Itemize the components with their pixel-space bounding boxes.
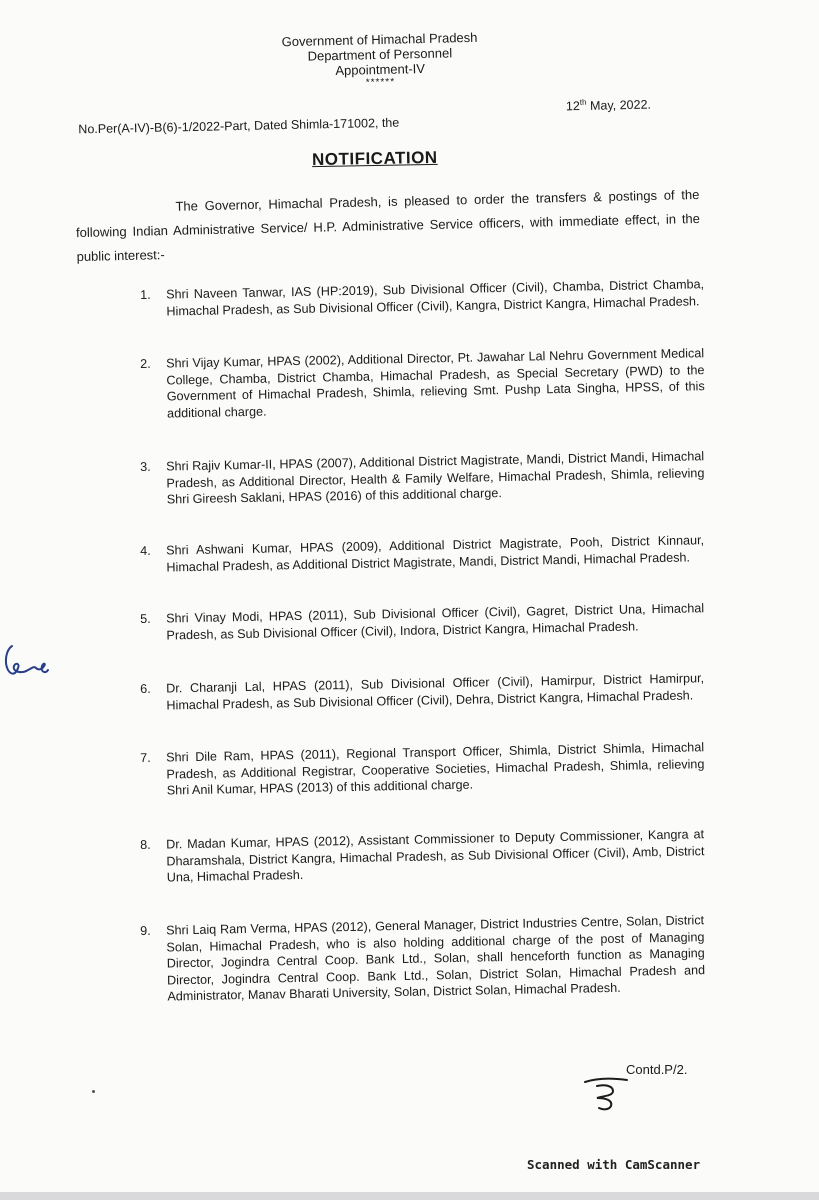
date-rest: May, 2022. [586,97,652,113]
notification-title: NOTIFICATION [311,147,438,170]
continued-note: Contd.P/2. [626,1062,688,1077]
reference-line [78,97,688,137]
item-number: 9. [140,923,151,938]
item-number: 7. [140,750,151,765]
reference-number: No.Per(A-IV)-B(6)-1/2022-Part, Dated Shimla-171002, the [78,115,400,137]
item-text: Shri Dile Ram, HPAS (2011), Regional Transport Officer, Shimla, District Shimla, Himachal Pradesh, as Additional Registrar, Cooperative Societies, Himachal Pradesh, Shimla, relieving Shri Anil Kumar, HPAS (2013) of this additional charge. [166,740,705,798]
header-section: Appointment-IV [335,60,426,79]
header-stars: ****** [365,76,396,89]
header-government: Government of Himachal Pradesh [281,29,478,50]
intro-paragraph: The Governor, Himachal Pradesh, is pleased to order the transfers & postings of the following Indian Administrative Service/ H.P. Administrative Service officers, with immediate effect, in the public interest:- [75,186,701,265]
document-header [249,29,510,92]
item-number: 3. [140,459,151,474]
list-item [140,600,705,644]
item-text: Shri Rajiv Kumar-II, HPAS (2007), Additional District Magistrate, Mandi, District Mandi, Himachal Pradesh, as Additional Director, Health & Family Welfare, Himachal Pradesh, Shimla, relieving Shri Gireesh Saklani, HPAS (2016) of this additional charge. [166,449,705,507]
item-number: 8. [140,837,151,852]
scan-speck [92,1090,95,1093]
item-number: 1. [140,287,151,302]
camscanner-watermark: Scanned with CamScanner [527,1157,701,1172]
list-item [140,345,705,422]
header-department: Department of Personnel [307,45,453,64]
list-item [140,739,705,799]
item-text: Shri Ashwani Kumar, HPAS (2009), Additional District Magistrate, Pooh, District Kinnaur, Himachal Pradesh, as Additional District Magistrate, Mandi, District Mandi, Himachal Pradesh. [166,533,705,574]
handwritten-initials-bottom [583,1072,633,1112]
list-item [140,448,705,508]
item-number: 5. [140,611,151,626]
item-text: Shri Vijay Kumar, HPAS (2002), Additional Director, Pt. Jawahar Lal Nehru Government Medical College, Chamba, District Chamba, Himachal Pradesh, as Special Secretary (PWD) to the Government of Himachal Pradesh, Shimla, relieving Smt. Pushp Lata Singha, HPSS, of this additional charge. [166,346,705,420]
item-text: Dr. Madan Kumar, HPAS (2012), Assistant Commissioner to Deputy Commissioner, Kangra at Dharamshala, District Kangra, Himachal Pradesh, as Sub Divisional Officer (Civil), Amb, District Una, Himachal Pradesh. [166,827,705,885]
item-number: 4. [140,543,151,558]
list-item [140,670,705,714]
item-text: Dr. Charanji Lal, HPAS (2011), Sub Divisional Officer (Civil), Hamirpur, District Hamirpur, Himachal Pradesh, as Sub Divisional Officer (Civil), Dehra, District Kangra, Himachal Pradesh. [166,671,705,712]
item-text: Shri Laiq Ram Verma, HPAS (2012), General Manager, District Industries Centre, Solan, District Solan, Himachal Pradesh, who is also holding additional charge of the post of Managing Director, Jogindra Central Coop. Bank Ltd., Solan, shall henceforth function as Managing Director, Jogindra Central Coop. Bank Ltd., Solan, District Solan, Himachal Pradesh and Administrator, Manav Bharati University, Solan, District Solan, Himachal Pradesh. [166,913,706,1004]
item-text: Shri Naveen Tanwar, IAS (HP:2019), Sub Divisional Officer (Civil), Chamba, District Chamba, Himachal Pradesh, as Sub Divisional Officer (Civil), Kangra, District Kangra, Himachal Pradesh. [166,277,705,318]
list-item [140,826,705,886]
page-bottom-strip [0,1192,819,1200]
handwritten-initials-left [0,640,52,680]
item-number: 2. [140,356,151,371]
list-item [140,532,705,576]
list-item [140,912,705,1005]
reference-date [566,96,651,113]
date-day: 12 [565,99,581,114]
item-text: Shri Vinay Modi, HPAS (2011), Sub Divisional Officer (Civil), Gagret, District Una, Himachal Pradesh, as Sub Divisional Officer (Civil), Indora, District Kangra, Himachal Pradesh. [166,601,705,642]
item-number: 6. [140,681,151,696]
date-suffix: th [579,97,587,107]
list-item [140,276,705,320]
